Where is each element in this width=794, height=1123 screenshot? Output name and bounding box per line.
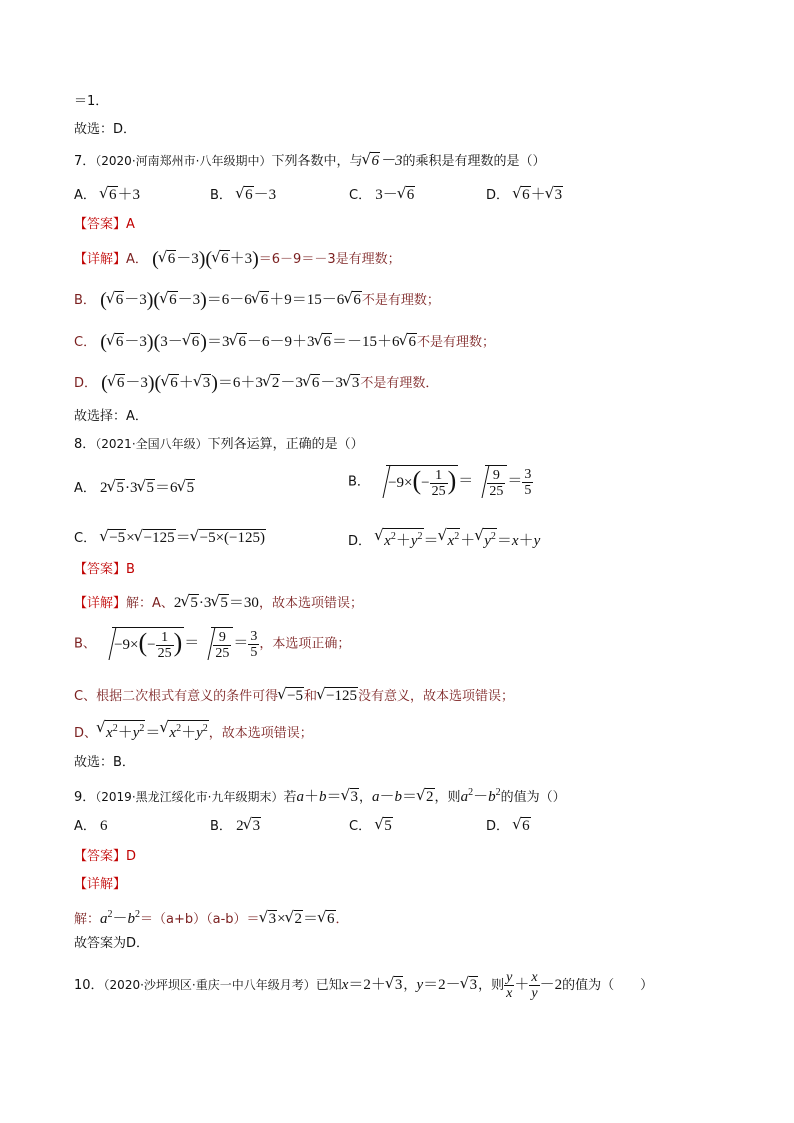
q8-detail-c: C、根据二次根式有意义的条件可得√ −5和√ −125没有意义，故本选项错误； [74,686,514,707]
q7-detail-a: 【详解】A． (√ 6－3)(√ 6＋3)＝6－9＝－3是有理数； [74,249,401,270]
q9-solution: 解：$a^2-b^2=(a+b)(a-b)=√$ 3×√ 2＝√ 6． [74,905,349,930]
q8-option-c: C． √ −5×√ −125＝√ −5×(−125) [74,528,266,549]
q8-detail-b: B、 −9×(− $\frac{1}{25}$ ) ＝ $\frac{9}{25}$ ＝ $\frac{3}{5}$ ，本选项正确； [74,627,351,661]
intro-conclusion: 故选：D． [74,122,137,137]
intro-result-line: ＝1． [74,94,109,109]
q8-detail-d: D、√ $x^2+y^2=√$ $x^2+y^2$，故本选项错误； [74,720,313,744]
q8-detail-a: 【详解】解：A、2√ 5·3√ 5＝30，故本选项错误； [74,593,363,614]
q7-stem: 7．（2020·河南郑州市·八年级期中）下列各数中，与√ 6－3的乘积是有理数的是（） [74,151,546,172]
q7-option-c: C． 3－√ 6 [349,185,415,206]
q7-options [74,185,774,207]
q7-detail-c: C． (√ 6－3)(3－√ 6)＝3√ 6－6－9＋3√ 6＝－15＋6√ 6不是有理数； [74,332,495,353]
q7-answer: 【答案】A [74,217,135,232]
q9-options [74,816,774,838]
q8-option-b: B． −9×(− $\frac{1}{25}$ ) ＝ $\frac{9}{25}$ ＝ $\frac{3}{5}$ [348,465,532,499]
q9-option-b: B． 2√ 3 [210,816,261,837]
q9-answer: 【答案】D [74,849,137,864]
q8-option-d: D． √ $x^2+y^2=√$ $x^2+√$ $y^2=x+y$ [348,528,540,552]
q7-option-b: B． √ 6－3 [210,185,276,206]
q8-answer: 【答案】B [74,562,135,577]
q9-option-c: C． √ 5 [349,816,393,837]
q8-stem: 8．（2021·全国八年级）下列各运算，正确的是（） [74,437,364,452]
q7-conclusion: 故选择：A． [74,409,148,424]
q9-conclusion: 故答案为D． [74,936,150,951]
q9-stem: 9．（2019·黑龙江绥化市·九年级期末）若a＋b＝√ 3，a－b＝√ 2，则$a^2-b^2$的值为（） [74,783,566,808]
q9-option-d: D． √ 6 [486,816,531,837]
q9-option-a: A． 6 [74,818,108,834]
q9-detail-label: 【详解】 [74,877,127,892]
q7-option-d: D． √ 6＋√ 3 [486,185,563,206]
q7-option-a: A． √ 6＋3 [74,185,140,206]
q8-option-a: A． 2√ 5·3√ 5＝6√ 5 [74,478,195,499]
q7-detail-d: D． (√ 6－3)(√ 6＋√ 3)＝6＋3√ 2－3√ 6－3√ 3不是有理数． [74,373,438,394]
q7-detail-b: B． (√ 6－3)(√ 6－3)＝6－6√ 6＋9＝15－6√ 6不是有理数； [74,290,440,311]
q8-conclusion: 故选：B． [74,755,135,770]
q10-stem: 10．（2020·沙坪坝区·重庆一中八年级月考）已知x＝2＋√ 3，y＝2－√ 3，则 $\frac{y}{x}$ ＋ $\frac{x}{y}$ －2的值为（ ） [74,970,653,1001]
